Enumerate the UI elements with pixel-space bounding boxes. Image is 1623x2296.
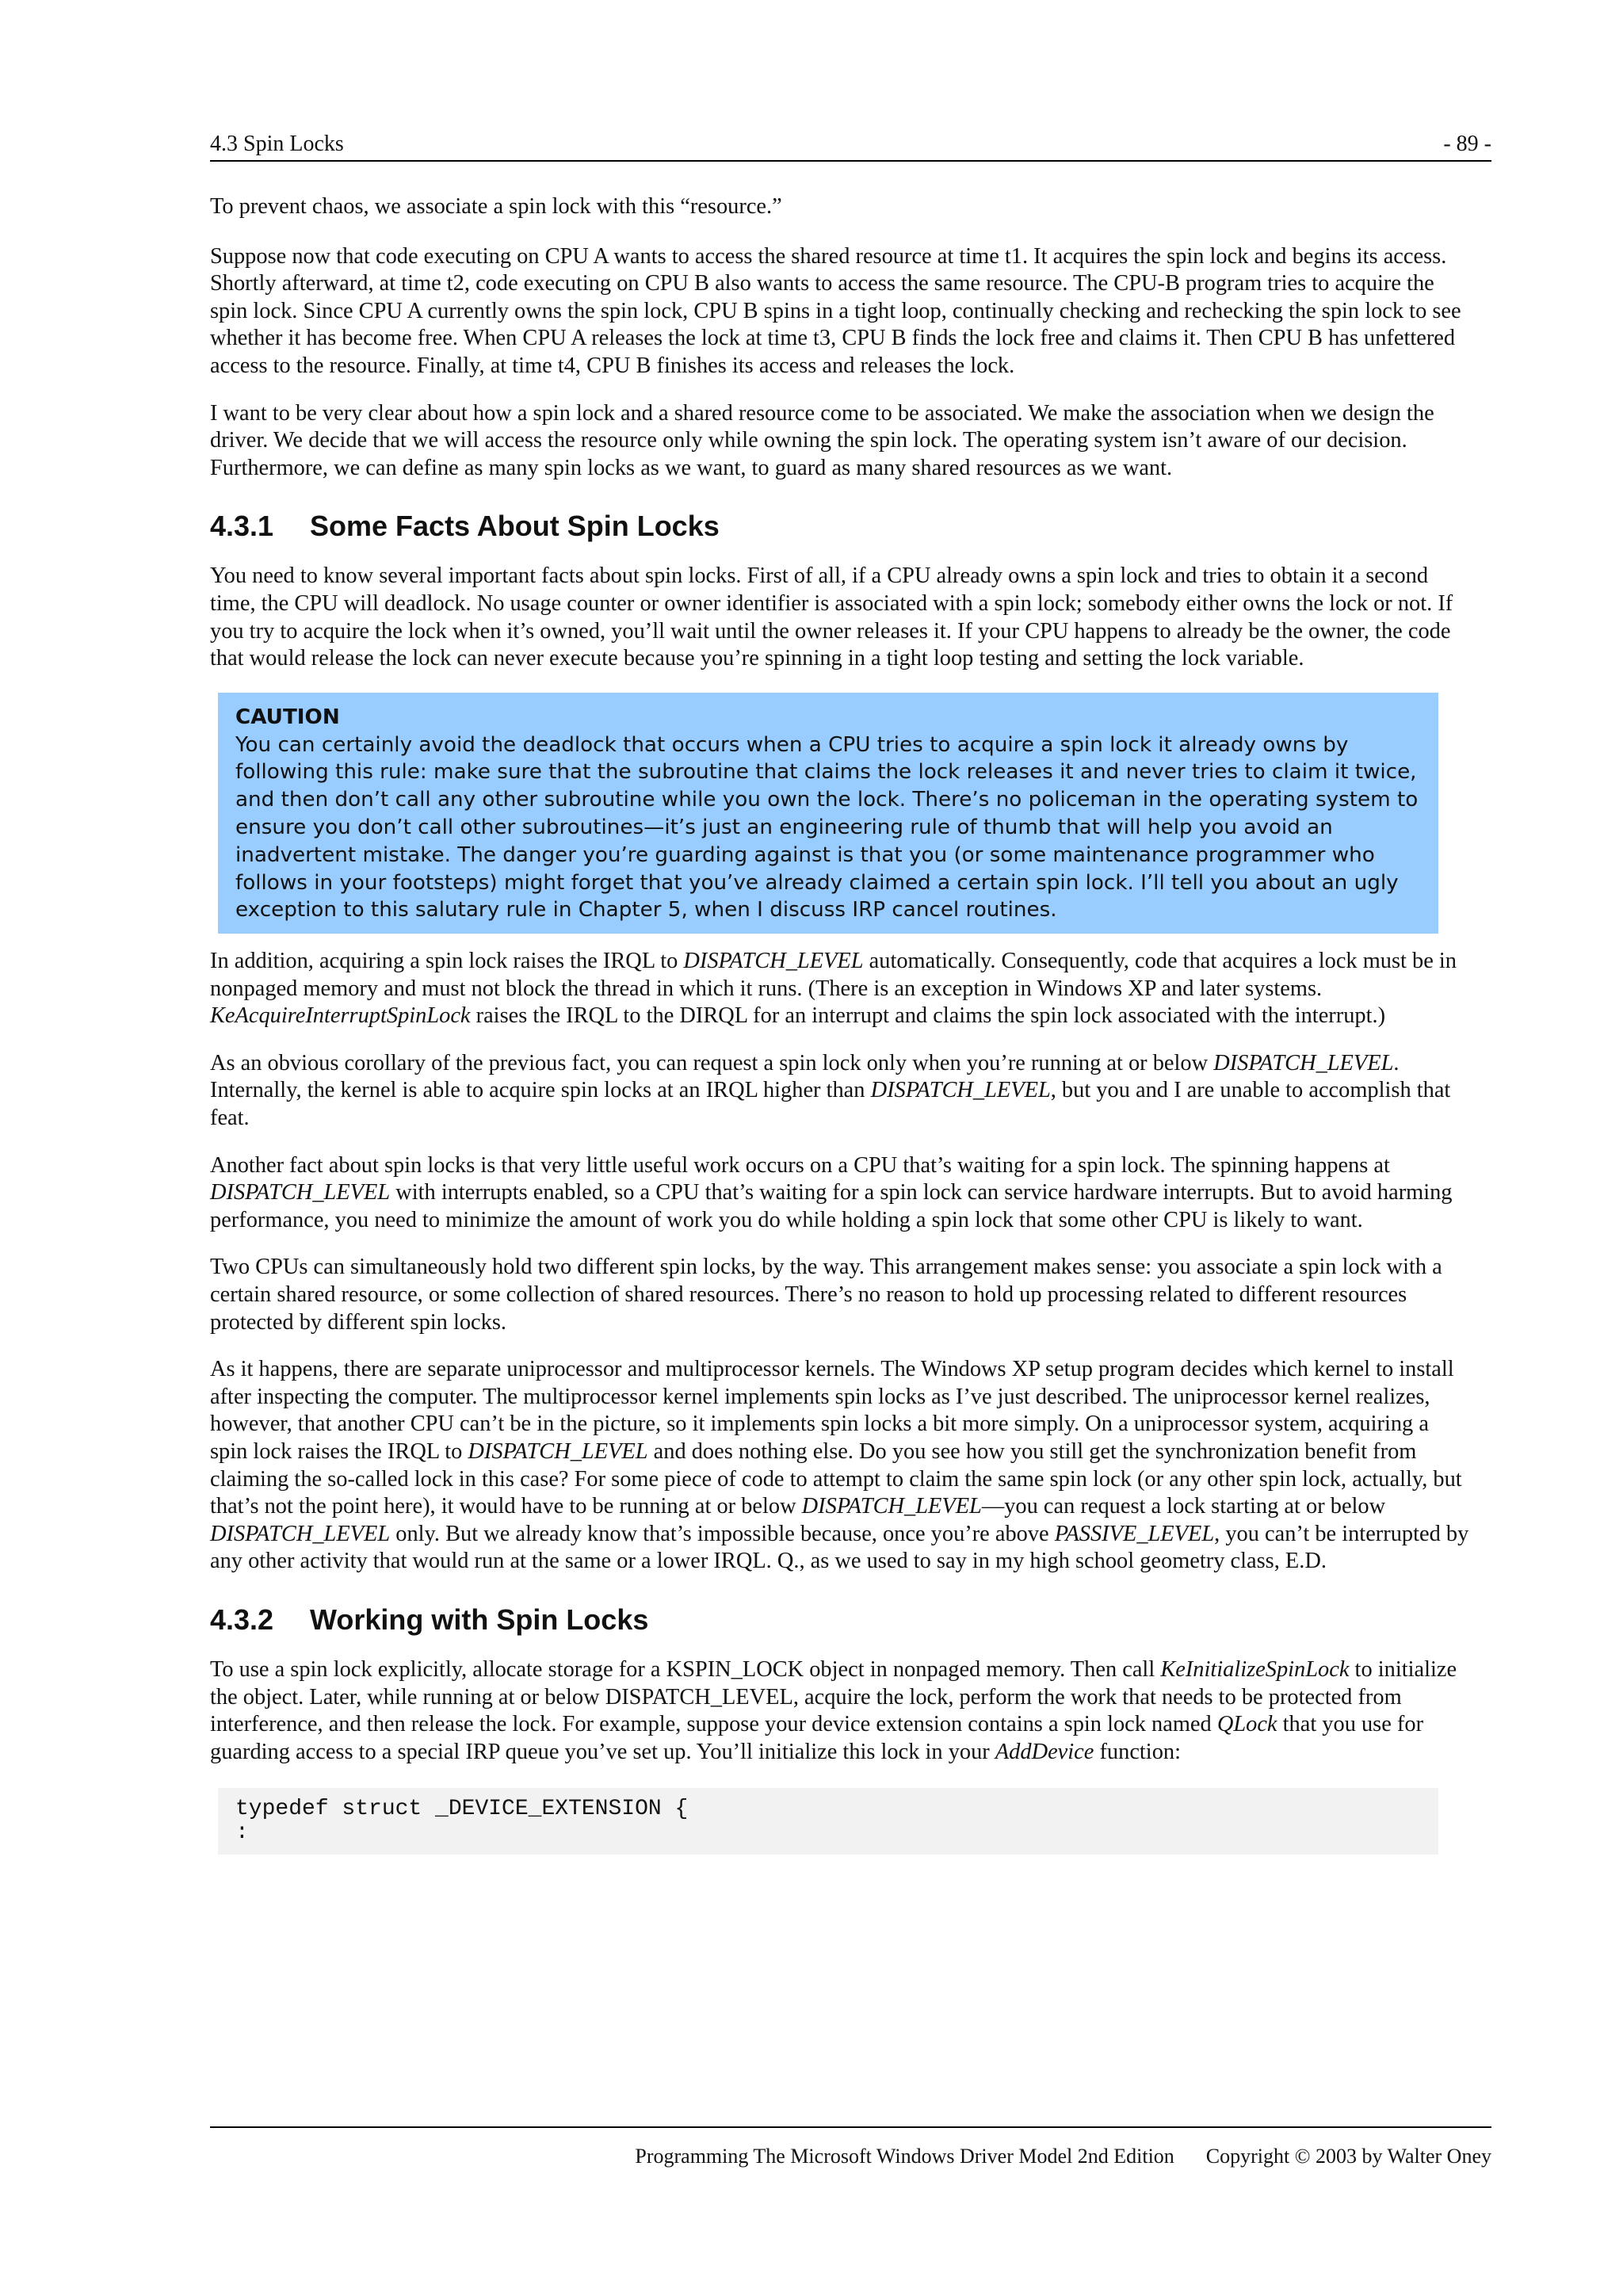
header-section-title: 4.3 Spin Locks (210, 132, 344, 156)
section-heading-4-3-2 (210, 1603, 1470, 1637)
text-run: that you use for guarding access to a special IRP queue you’ve set up. You’ll initialize this lock in your (210, 1712, 1424, 1764)
term-italic: DISPATCH_LEVEL (468, 1439, 648, 1464)
text-run: function: (1094, 1739, 1181, 1764)
term-italic: DISPATCH_LEVEL (801, 1494, 982, 1519)
section-title: Some Facts About Spin Locks (310, 510, 720, 543)
text-run: As it happens, there are separate uniprocessor and multiprocessor kernels. The Windows XP setup program decides which kernel to install after inspecting the computer. The multiprocessor kernel implements spin locks as I’ve just described. The uniprocessor kernel realizes, however, that another CPU can’t be in the picture, so it implements spin locks a bit more simply. On a uniprocessor system, acquiring a spin lock raises the IRQL to (210, 1357, 1454, 1464)
section-number: 4.3.2 (210, 1603, 274, 1636)
code-line: : (235, 1820, 249, 1846)
variable-name: QLock (1216, 1712, 1277, 1737)
text-run: only. But we already know that’s impossible because, once you’re above (390, 1521, 1055, 1546)
section-heading-4-3-1 (210, 509, 1470, 544)
term-italic: PASSIVE_LEVEL (1054, 1521, 1215, 1546)
section-title: Working with Spin Locks (310, 1603, 649, 1636)
paragraph (210, 1656, 1470, 1766)
caution-box (218, 693, 1438, 934)
text-run: . Internally, the kernel is able to acquire spin locks at an IRQL higher than (210, 1050, 1400, 1103)
page-footer (210, 2126, 1491, 2169)
term-italic: DISPATCH_LEVEL (210, 1180, 391, 1205)
paragraph: To prevent chaos, we associate a spin lock with this “resource.” (210, 194, 782, 219)
term-italic: DISPATCH_LEVEL (210, 1521, 391, 1546)
header-page-number: - 89 - (1443, 132, 1491, 156)
text-run: Another fact about spin locks is that very little useful work occurs on a CPU that’s waiting for a spin lock. The spinning happens at (210, 1152, 1390, 1178)
paragraph (210, 948, 1470, 1030)
caution-text: You can certainly avoid the deadlock that occurs when a CPU tries to acquire a spin lock it already owns by following this rule: make sure that the subroutine that claims the lock releases it and never tries to claim it twice, and then don’t call any other subroutine while you own the lock. There’s no policeman in the operating system to ensure you don’t call other subroutines—it’s just an engineering rule of thumb that will help you avoid an inadvertent mistake. The danger you’re guarding against is that you (or some maintenance programmer who follows in your footsteps) might forget that you’ve already claimed a certain spin lock. I’ll tell you about an ugly exception to this salutary rule in Chapter 5, when I discuss IRP cancel routines. (235, 732, 1419, 923)
text-run: , but you and I are unable to accomplish that feat. (210, 1078, 1451, 1131)
term-italic: DISPATCH_LEVEL (683, 949, 864, 974)
function-name: KeAcquireInterruptSpinLock (210, 1003, 471, 1029)
text-run: —you can request a lock starting at or below (981, 1494, 1386, 1519)
paragraph: Suppose now that code executing on CPU A wants to access the shared resource at time t1. It acquires the spin lock and begins its access. Shortly afterward, at time t2, code executing on CPU B also wants to access the same resource. The CPU-B program tries to acquire the spin lock. Since CPU A currently owns the spin lock, CPU B spins in a tight loop, continually checking and rechecking the spin lock to see whether it has become free. When CPU A releases the lock at time t3, CPU B finds the lock free and claims it. Then CPU B has unfettered access to the resource. Finally, at time t4, CPU B finishes its access and releases the lock. (210, 243, 1461, 378)
caution-title: CAUTION (235, 705, 340, 729)
term-italic: DISPATCH_LEVEL (870, 1078, 1051, 1103)
term-italic: DISPATCH_LEVEL (1213, 1050, 1394, 1075)
paragraph: You need to know several important facts about spin locks. First of all, if a CPU already owns a spin lock and tries to obtain it a second time, the CPU will deadlock. No usage counter or owner identifier is associated with a spin lock; somebody either owns the lock or not. If you try to acquire the lock when it’s owned, you’ll wait until the owner releases it. If your CPU happens to already be the owner, the code that would release the lock can never execute because you’re spinning in a tight loop testing and setting the lock variable. (210, 563, 1453, 671)
paragraph (210, 1050, 1470, 1133)
paragraph: Two CPUs can simultaneously hold two different spin locks, by the way. This arrangement makes sense: you associate a spin lock with a certain shared resource, or some collection of shared resources. There’s no reason to hold up processing related to different resources protected by different spin locks. (210, 1255, 1442, 1335)
code-line: typedef struct _DEVICE_EXTENSION { (235, 1797, 689, 1822)
paragraph (210, 1152, 1470, 1235)
code-block (218, 1788, 1438, 1855)
function-name: KeInitializeSpinLock (1160, 1656, 1350, 1682)
text-run: to initialize the object. Later, while running at or below DISPATCH_LEVEL, acquire the lock, perform the work that needs to be protected from interference, and then release the lock. For example, suppose your device extension contains a spin lock named (210, 1656, 1457, 1737)
running-header (210, 130, 1491, 162)
text-run: and does nothing else. Do you see how you still get the synchronization benefit from claiming the so-called lock in this case? For some piece of code to attempt to claim the same spin lock (or any other spin lock, actually, but that’s not the point here), it would have to be running at or below (210, 1439, 1462, 1519)
text-run: raises the IRQL to the DIRQL for an interrupt and claims the spin lock associated with the interrupt.) (470, 1003, 1386, 1029)
footer-copyright: Copyright © 2003 by Walter Oney (1205, 2145, 1491, 2168)
footer-book-title: Programming The Microsoft Windows Driver Model 2nd Edition (635, 2145, 1174, 2168)
text-run: with interrupts enabled, so a CPU that’s waiting for a spin lock can service hardware interrupts. But to avoid harming performance, you need to minimize the amount of work you do while holding a spin lock that some other CPU is likely to want. (210, 1180, 1453, 1232)
body-text (210, 193, 1470, 1855)
paragraph: I want to be very clear about how a spin lock and a shared resource come to be associated. We make the association when we design the driver. We decide that we will access the resource only while owning the spin lock. The operating system isn’t aware of our decision. Furthermore, we can define as many spin locks as we want, to guard as many shared resources as we want. (210, 400, 1434, 480)
text-run: , you can’t be interrupted by any other activity that would run at the same or a lower IRQL. Q., as we used to say in my high school geometry class, E.D. (210, 1521, 1469, 1574)
paragraph (210, 1356, 1470, 1576)
text-run: To use a spin lock explicitly, allocate storage for a KSPIN_LOCK object in nonpaged memory. Then call (210, 1656, 1161, 1682)
text-run: In addition, acquiring a spin lock raises the IRQL to (210, 949, 684, 974)
function-name: AddDevice (995, 1739, 1094, 1764)
section-number: 4.3.1 (210, 510, 274, 543)
text-run: As an obvious corollary of the previous fact, you can request a spin lock only when you’re running at or below (210, 1050, 1214, 1075)
text-run: automatically. Consequently, code that acquires a lock must be in nonpaged memory and must not block the thread in which it runs. (There is an exception in Windows XP and later systems. (210, 949, 1457, 1001)
